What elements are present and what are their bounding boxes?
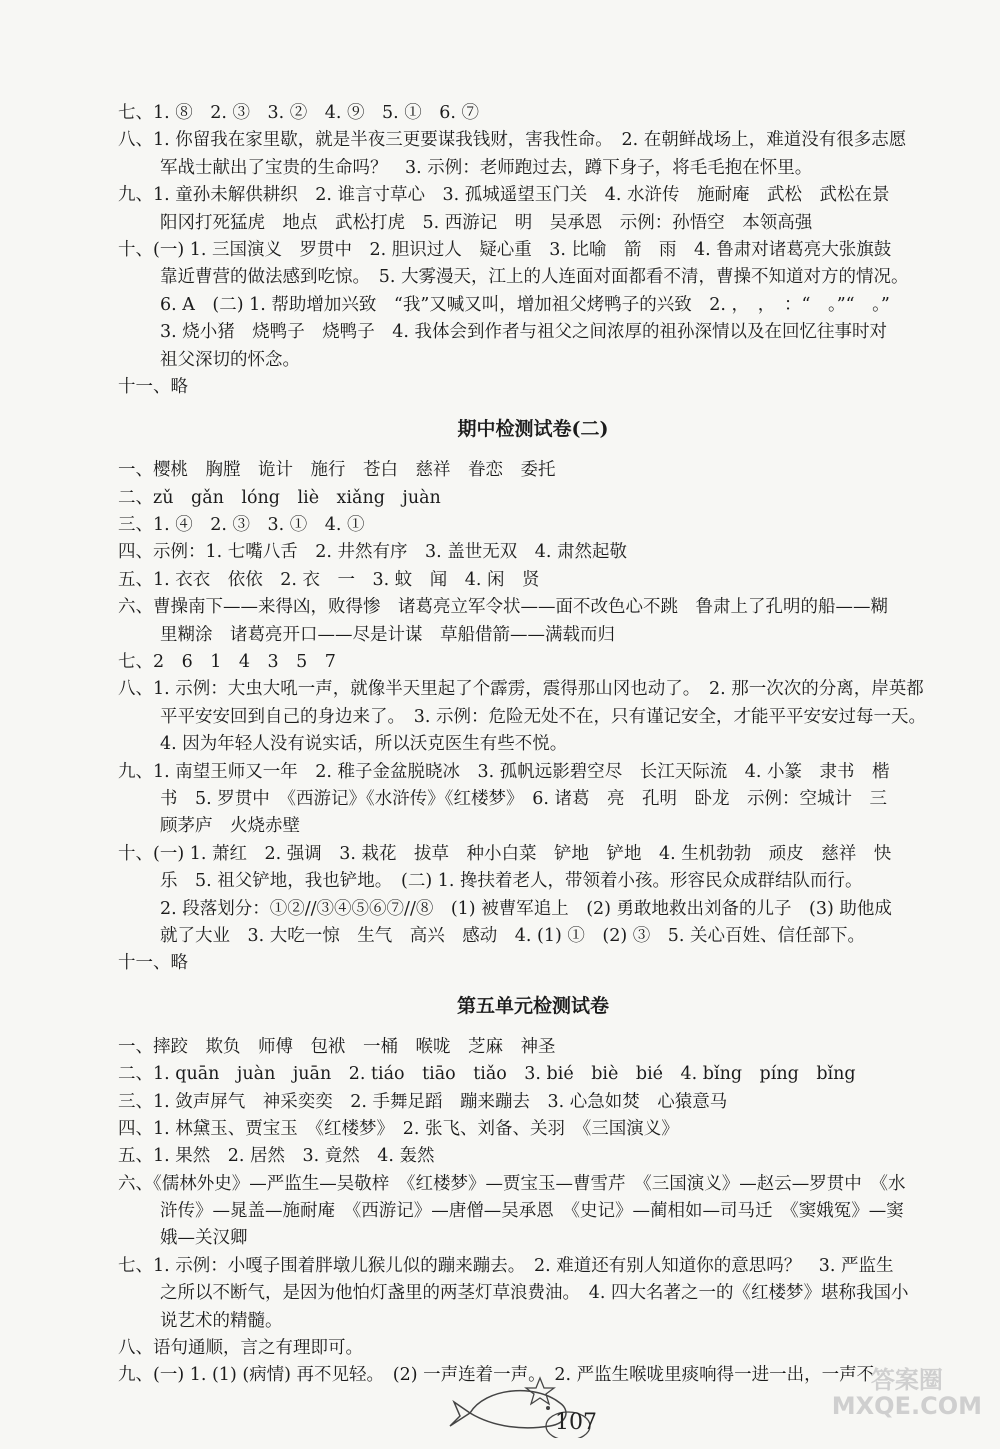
answer-line: 二、1. quān juàn juān 2. tiáo tiāo tiǎo 3. bié biè bié 4. bǐng píng bǐng [118,1064,856,1085]
answer-line: 九、1. 童孙未解供耕织 2. 谁言寸草心 3. 孤城遥望玉门关 4. 水浒传 施耐庵 武松 武松在景 [118,185,890,206]
section-title: 第五单元检测试卷 [456,994,609,1017]
answer-line: 六、曹操南下——来得凶，败得惨 诸葛亮立军令状——面不改色心不跳 鲁肃上了孔明的船——糊 [118,597,888,618]
answer-line: 十、(一) 1. 萧红 2. 强调 3. 栽花 拔草 种小白菜 铲地 铲地 4. 生机勃勃 顽皮 慈祥 快 [118,843,892,864]
answer-line: 顾茅庐 火烧赤壁 [160,816,300,837]
answer-line: 六、《儒林外史》—严监生—吴敬梓 《红楼梦》—贾宝玉—曹雪芹 《三国演义》—赵云—罗贯中 《水 [118,1173,906,1194]
answer-line: 军战士献出了宝贵的生命吗？ 3. 示例：老师跑过去，蹲下身子，将毛毛抱在怀里。 [160,157,813,178]
answer-line: 一、樱桃 胸膛 诡计 施行 苍白 慈祥 眷恋 委托 [118,460,556,481]
answer-line: 七、1. ⑧ 2. ③ 3. ② 4. ⑨ 5. ① 6. ⑦ [118,103,480,123]
answer-line: 四、1. 林黛玉、贾宝玉 《红楼梦》 2. 张飞、刘备、关羽 《三国演义》 [118,1118,679,1139]
section-title: 期中检测试卷(二) [457,418,609,441]
page-number: 107 [555,1410,597,1435]
answer-line: 八、语句通顺，言之有理即可。 [118,1338,363,1359]
answer-line: 七、2 6 1 4 3 5 7 [118,652,336,673]
answer-line: 4. 因为年轻人没有说实话，所以沃克医生有些不悦。 [160,734,568,755]
answer-line: 书 5. 罗贯中 《西游记》《水浒传》《红楼梦》 6. 诸葛 亮 孔明 卧龙 示例：空城计 三 [160,788,888,809]
answer-line: 一、摔跤 欺负 师傅 包袱 一桶 喉咙 芝麻 神圣 [118,1036,556,1057]
answer-line: 八、1. 示例：大虫大吼一声，就像半天里起了个霹雳，震得那山冈也动了。 2. 那一次次的分离，岸英都 [118,679,924,700]
answer-line: 十一、略 [118,953,188,974]
answer-content [118,100,948,1390]
dolphin-star-decoration [440,1368,640,1438]
answer-line: 阳冈打死猛虎 地点 武松打虎 5. 西游记 明 吴承恩 示例：孙悟空 本领高强 [160,212,813,233]
answer-line: 三、1. ④ 2. ③ 3. ① 4. ① [118,515,365,536]
answer-line: 五、1. 衣衣 依依 2. 衣 一 3. 蚊 闻 4. 闲 贤 [118,569,540,590]
answer-line: 乐 5. 祖父铲地，我也铲地。 (二) 1. 搀扶着老人，带领着小孩。形容民众成群结队而行。 [160,871,863,892]
answer-line: 娥—关汉卿 [160,1228,248,1249]
answer-line: 3. 烧小猪 烧鸭子 烧鸭子 4. 我体会到作者与祖父之间浓厚的祖孙深情以及在回忆往事时对 [160,322,888,343]
answer-line: 里糊涂 诸葛亮开口——尽是计谋 草船借箭——满载而归 [160,624,615,645]
answer-line: 七、1. 示例：小嘎子围着胖墩儿猴儿似的蹦来蹦去。 2. 难道还有别人知道你的意思吗？ 3. 严监生 [118,1255,894,1276]
answer-line: 靠近曹营的做法感到吃惊。 5. 大雾漫天，江上的人连面对面都看不清，曹操不知道对方的情况。 [160,267,909,288]
answer-line: 十、(一) 1. 三国演义 罗贯中 2. 胆识过人 疑心重 3. 比喻 箭 雨 4. 鲁肃对诸葛亮大张旗鼓 [118,239,892,260]
answer-line: 说艺术的精髓。 [160,1310,283,1331]
answer-line: 就了大业 3. 大吃一惊 生气 高兴 感动 4. (1) ① (2) ③ 5. 关心百姓、信任部下。 [160,925,865,946]
answer-line: 八、1. 你留我在家里歇，就是半夜三更要谋我钱财，害我性命。 2. 在朝鲜战场上，难道没有很多志愿 [118,130,907,151]
answer-line: 十一、略 [118,376,188,397]
answer-line: 之所以不断气，是因为他怕灯盏里的两茎灯草浪费油。 4. 四大名著之一的《红楼梦》堪称我国小 [160,1283,909,1304]
watermark-logo [832,1367,982,1419]
answer-line: 四、示例：1. 七嘴八舌 2. 井然有序 3. 盖世无双 4. 肃然起敬 [118,542,628,563]
answer-line: 祖父深切的怀念。 [160,349,300,370]
answer-line: 6. A (二) 1. 帮助增加兴致 “我”又喊又叫，增加祖父烤鸭子的兴致 2. ， ， ：“ 。”“ 。” [160,294,890,315]
watermark-line1: 答案圈 [870,1366,943,1394]
answer-line: 三、1. 敛声屏气 神采奕奕 2. 手舞足蹈 蹦来蹦去 3. 心急如焚 心猿意马 [118,1091,728,1112]
answer-line: 九、1. 南望王师又一年 2. 稚子金盆脱晓冰 3. 孤帆远影碧空尽 长江天际流 4. 小篆 隶书 楷 [118,761,890,782]
answer-line: 五、1. 果然 2. 居然 3. 竟然 4. 轰然 [118,1146,435,1167]
answer-line: 平平安安回到自己的身边来了。 3. 示例：危险无处不在，只有谨记安全，才能平平安安过每一天。 [160,706,927,727]
answer-line: 2. 段落划分：①②//③④⑤⑥⑦//⑧ (1) 被曹军追上 (2) 勇敢地救出刘备的儿子 (3) 助他成 [160,898,892,919]
answer-line: 九、(一) 1. (1) (病情) 再不见轻。 (2) 一声连着一声。 2. 严监生喉咙里痰响得一进一出，一声不 [118,1365,875,1386]
watermark-line2: MXQE.COM [831,1392,982,1420]
answer-line: 浒传》—晁盖—施耐庵 《西游记》—唐僧—吴承恩 《史记》—蔺相如—司马迁 《窦娥冤》—窦 [160,1201,904,1222]
answer-line: 二、zǔ gǎn lóng liè xiǎng juàn [118,487,441,508]
